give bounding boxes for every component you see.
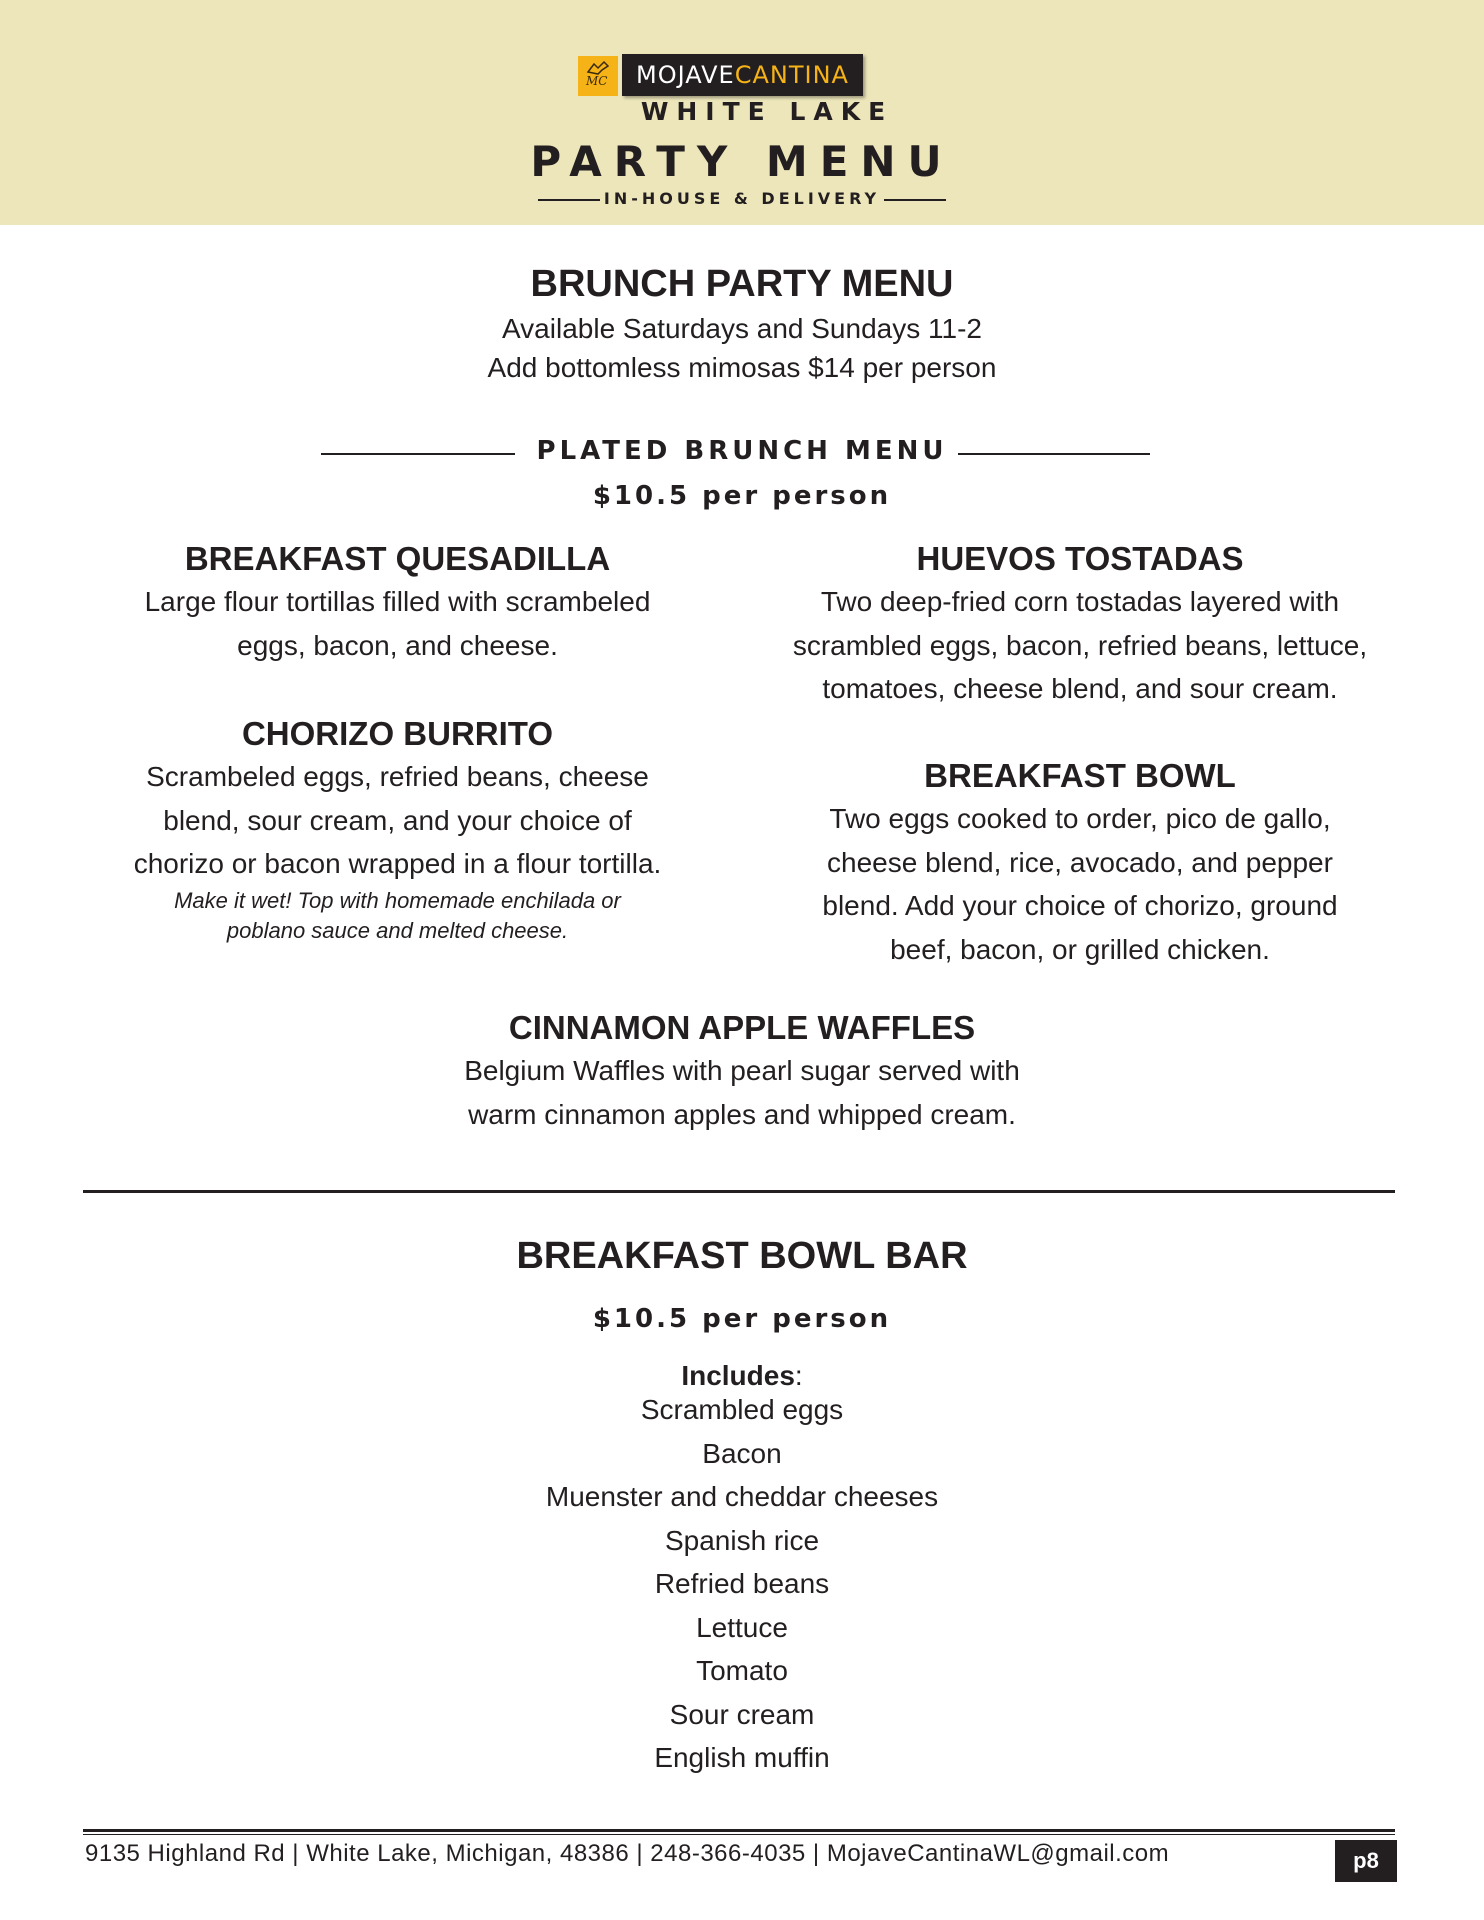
subtitle-rule-left <box>538 199 600 201</box>
desc-line: Two eggs cooked to order, pico de gallo, <box>829 803 1331 834</box>
includes-list <box>0 1388 1484 1780</box>
desc-line: tomatoes, cheese blend, and sour cream. <box>822 673 1338 704</box>
item-title: BREAKFAST QUESADILLA <box>184 540 611 577</box>
item-title: CHORIZO BURRITO <box>241 715 554 752</box>
plated-section-header <box>0 436 1484 470</box>
page-subtitle <box>0 189 1484 208</box>
list-item: Bacon <box>702 1437 782 1469</box>
item-description <box>740 580 1420 711</box>
menu-item-chorizo-burrito <box>60 715 735 946</box>
page-title: PARTY MENU <box>530 137 954 186</box>
logo-wordmark <box>622 54 863 96</box>
item-description <box>60 580 735 667</box>
list-item: Spanish rice <box>664 1524 820 1556</box>
list-item: Muenster and cheddar cheeses <box>545 1481 939 1512</box>
desc-line: cheese blend, rice, avocado, and pepper <box>827 846 1333 878</box>
list-item: Sour cream <box>669 1698 815 1730</box>
item-title: HUEVOS TOSTADAS <box>916 540 1244 577</box>
item-description <box>0 1049 1484 1136</box>
mojave-cantina-logo <box>578 54 863 96</box>
bowl-bar-price: $10.5 per person <box>592 1304 892 1334</box>
menu-item-breakfast-bowl <box>740 757 1420 971</box>
desc-line: blend. Add your choice of chorizo, ground <box>822 890 1338 921</box>
brunch-availability: Available Saturdays and Sundays 11-2 <box>502 313 982 344</box>
desc-line: beef, bacon, or grilled chicken. <box>890 933 1270 965</box>
includes-colon: : <box>794 1360 803 1391</box>
logo-mark-letters: MC <box>586 74 608 88</box>
page-number-badge: p8 <box>1335 1840 1397 1882</box>
menu-header <box>0 0 1484 225</box>
subtitle-rule-right <box>884 199 946 201</box>
menu-item-cinnamon-apple-waffles <box>0 1009 1484 1136</box>
item-title: BREAKFAST BOWL <box>924 757 1236 794</box>
note-line: poblano sauce and melted cheese. <box>226 917 569 943</box>
desc-line: Large flour tortillas filled with scrambeled <box>144 586 651 617</box>
desc-line: warm cinnamon apples and whipped cream. <box>468 1098 1016 1130</box>
desc-line: chorizo or bacon wrapped in a flour tortilla. <box>133 848 662 879</box>
subtitle-text: IN-HOUSE & DELIVERY <box>603 189 881 208</box>
footer-rule <box>83 1829 1395 1832</box>
list-item: Scrambled eggs <box>640 1394 844 1425</box>
item-title: CINNAMON APPLE WAFFLES <box>508 1009 976 1046</box>
location-name: WHITE LAKE <box>640 97 894 126</box>
brunch-title: BRUNCH PARTY MENU <box>530 263 954 305</box>
list-item: English muffin <box>654 1742 830 1773</box>
item-description <box>60 755 735 886</box>
list-item: Tomato <box>696 1655 788 1686</box>
item-description <box>740 797 1420 971</box>
brunch-addon: Add bottomless mimosas $14 per person <box>487 352 997 383</box>
plated-price: $10.5 per person <box>592 481 892 511</box>
list-item: Lettuce <box>696 1611 788 1643</box>
logo-mark-icon <box>578 56 618 96</box>
bowl-bar-title: BREAKFAST BOWL BAR <box>516 1235 968 1277</box>
plated-title: PLATED BRUNCH MENU <box>536 436 948 466</box>
menu-item-huevos-tostadas <box>740 540 1420 711</box>
logo-word-cantina: CANTINA <box>734 61 849 89</box>
list-item: Refried beans <box>654 1568 830 1599</box>
desc-line: blend, sour cream, and your choice of <box>163 804 632 836</box>
desc-line: Two deep-fried corn tostadas layered with <box>820 586 1340 617</box>
includes-label-text: Includes <box>681 1360 795 1391</box>
footer-contact: 9135 Highland Rd | White Lake, Michigan, 48386 | 248-366-4035 | MojaveCantinaWL@gmail.com <box>85 1840 1170 1867</box>
section-rule-right <box>958 453 1150 455</box>
desc-line: Scrambeled eggs, refried beans, cheese <box>146 761 649 792</box>
desc-line: Belgium Waffles with pearl sugar served with <box>464 1055 1020 1086</box>
menu-item-breakfast-quesadilla <box>60 540 735 667</box>
section-divider <box>83 1190 1395 1193</box>
desc-line: scrambled eggs, bacon, refried beans, lettuce, <box>792 629 1368 661</box>
desc-line: eggs, bacon, and cheese. <box>237 629 558 661</box>
item-note <box>60 886 735 946</box>
footer-rule-thin <box>83 1834 1395 1835</box>
note-line: Make it wet! Top with homemade enchilada or <box>174 887 621 913</box>
logo-word-mojave: MOJAVE <box>636 61 735 89</box>
